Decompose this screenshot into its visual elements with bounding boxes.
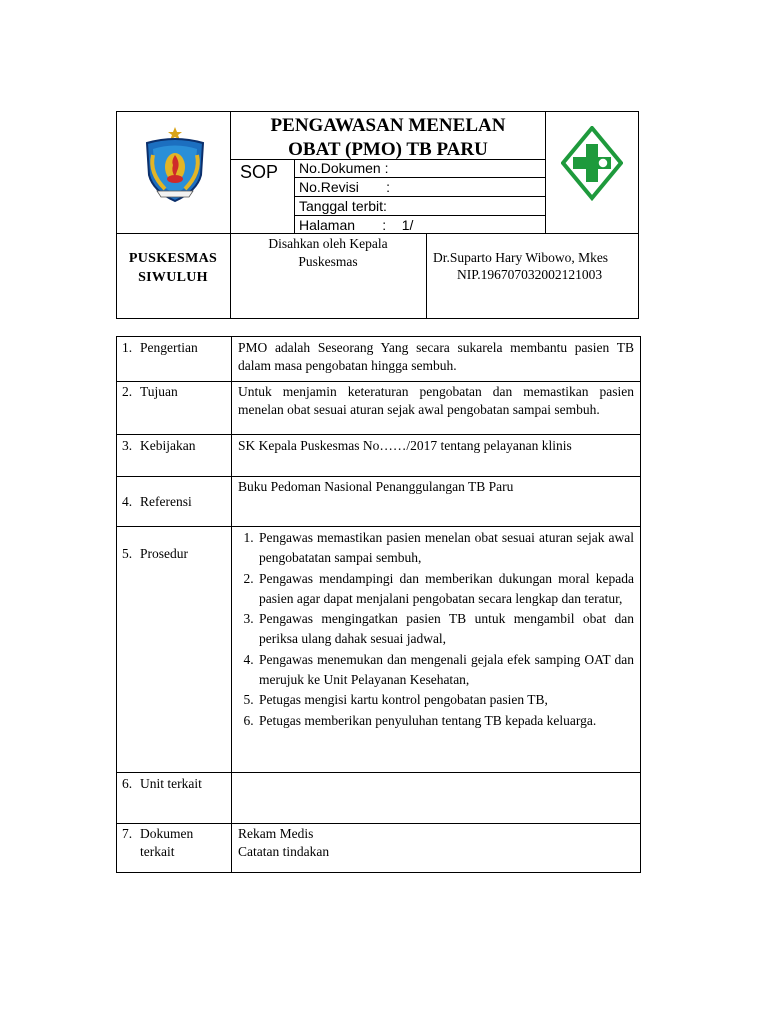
section-label-tujuan: 2. Tujuan [122,384,178,399]
header-row-divider [116,233,639,234]
row-divider-4 [116,526,641,527]
puskesmas-green-cross-logo [561,126,623,201]
row-divider-1 [116,381,641,382]
procedure-step: 5. Petugas mengisi kartu kontrol pengobatan pasien TB, [257,690,634,710]
section-number: 6. [122,776,133,791]
table-border-top [116,336,641,337]
approval-line-1: Disahkan oleh Kepala [268,236,388,251]
revision-field: No.Revisi : [299,179,391,195]
table-border-left [116,336,117,873]
institution-name [116,249,230,287]
header-border-right [638,111,639,319]
title-line-1: PENGAWASAN MENELAN [270,115,506,136]
page-field: Halaman : 1/ [299,217,414,233]
header-border-left [116,111,117,319]
row-divider-3 [116,476,641,477]
row-divider-6 [116,823,641,824]
table-col-divider [231,336,232,873]
section-number: 2. [122,384,133,399]
row-divider-2 [116,434,641,435]
section-number: 3. [122,438,133,453]
approval-line-2: Puskesmas [298,254,358,269]
procedure-step: 4. Pengawas menemukan dan mengenali gejala efek samping OAT dan merujuk ke Unit Pelayanan Kesehatan, [257,650,634,691]
header-border-top [116,111,639,112]
issue-date-field: Tanggal terbit: [299,198,387,214]
regency-emblem-logo [139,125,211,205]
signer-nip: NIP.196707032002121003 [457,267,603,282]
section-number: 4. [122,494,133,509]
section-label-kebijakan: 3. Kebijakan [122,438,196,453]
header-col-divider-2 [426,233,427,319]
row-divider-5 [116,772,641,773]
section-text-tujuan: Untuk menjamin keteraturan pengobatan dan memastikan pasien menelan obat sesuai aturan sejak awal pengobatan sampai sembuh. [238,384,634,417]
section-number: 1. [122,340,133,355]
signer-name: Dr.Suparto Hary Wibowo, Mkes [433,250,609,265]
section-label-unit-terkait: 6. Unit terkait [122,776,202,791]
section-label-dokumen-terkait: 7. Dokumen terkait [122,826,194,859]
field-line-2 [294,196,546,197]
institution-line-2: SIWULUH [138,270,208,285]
section-number: 5. [122,546,133,561]
procedure-list [237,528,634,731]
procedure-step: 6. Petugas memberikan penyuluhan tentang TB kepada keluarga. [257,711,634,731]
sop-label: SOP [240,162,279,182]
section-label-pengertian: 1. Pengertian [122,340,198,355]
procedure-step: 3. Pengawas mengingatkan pasien TB untuk mengambil obat dan periksa ulang dahak sesuai jadwal, [257,609,634,650]
table-border-bottom [116,872,641,873]
field-line-1 [294,177,546,178]
section-number: 7. [122,826,133,841]
doc-number-field: No.Dokumen : [299,160,389,176]
table-border-right [640,336,641,873]
document-title [230,114,546,162]
section-label-referensi: 4. Referensi [122,494,192,509]
institution-line-1: PUSKESMAS [128,251,218,266]
section-text-pengertian: PMO adalah Seseorang Yang secara sukarela membantu pasien TB dalam masa pengobatan hingga sembuh. [238,340,634,373]
procedure-step: 2. Pengawas mendampingi dan memberikan dukungan moral kepada pasien agar dapat menjalani pengobatan secara lengkap dan teratur, [257,569,634,610]
section-text-dokumen-terkait [238,825,634,861]
approval-text [230,235,426,271]
procedure-step: 1. Pengawas memastikan pasien menelan obat sesuai aturan sejak awal pengobatatan sampai sembuh, [257,528,634,569]
section-text-referensi: Buku Pedoman Nasional Penanggulangan TB Paru [238,479,514,494]
related-document: Rekam Medis [238,826,314,841]
header-border-bottom [116,318,639,319]
related-document: Catatan tindakan [238,844,330,859]
section-text-kebijakan: SK Kepala Puskesmas No……/2017 tentang pelayanan klinis [238,438,572,453]
field-line-3 [294,215,546,216]
procedure-steps [237,528,634,731]
title-line-2: OBAT (PMO) TB PARU [288,139,488,160]
section-label-prosedur: 5. Prosedur [122,546,188,561]
